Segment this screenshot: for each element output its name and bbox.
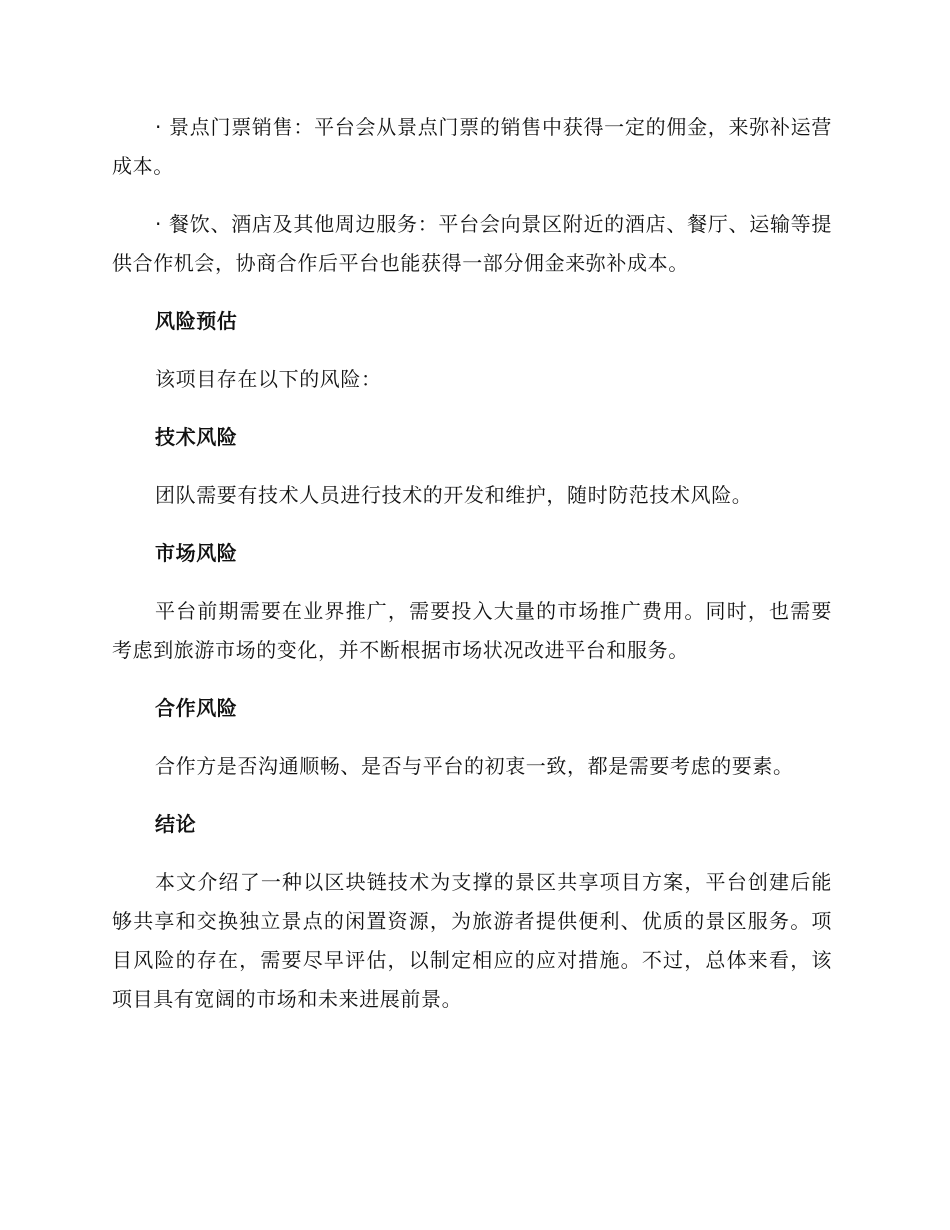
heading-risk-assessment: 风险预估 <box>155 309 238 333</box>
paragraph-market-risk: 平台前期需要在业界推广，需要投入大量的市场推广费用。同时，也需要考虑到旅游市场的变化，并不断根据市场状况改进平台和服务。 <box>112 599 832 662</box>
heading-tech-risk: 技术风险 <box>155 425 238 449</box>
paragraph-risk-intro: 该项目存在以下的风险： <box>155 367 382 391</box>
paragraph-tech-risk: 团队需要有技术人员进行技术的开发和维护，随时防范技术风险。 <box>155 483 753 507</box>
heading-conclusion: 结论 <box>155 812 197 836</box>
document-body <box>112 108 832 1038</box>
heading-market-risk: 市场风险 <box>155 541 238 565</box>
paragraph-coop-risk: 合作方是否沟通顺畅、是否与平台的初衷一致，都是需要考虑的要素。 <box>155 754 794 778</box>
paragraph-conclusion: 本文介绍了一种以区块链技术为支撑的景区共享项目方案，平台创建后能够共享和交换独立景点的闲置资源，为旅游者提供便利、优质的景区服务。项目风险的存在，需要尽早评估，以制定相应的应对措施。不过，总体来看，该项目具有宽阔的市场和未来进展前景。 <box>112 870 832 1011</box>
paragraph-peripheral-services: · 餐饮、酒店及其他周边服务：平台会向景区附近的酒店、餐厅、运输等提供合作机会，协商合作后平台也能获得一部分佣金来弥补成本。 <box>112 212 832 275</box>
paragraph-ticket-sales: · 景点门票销售：平台会从景点门票的销售中获得一定的佣金，来弥补运营成本。 <box>112 115 832 178</box>
heading-coop-risk: 合作风险 <box>155 696 238 720</box>
